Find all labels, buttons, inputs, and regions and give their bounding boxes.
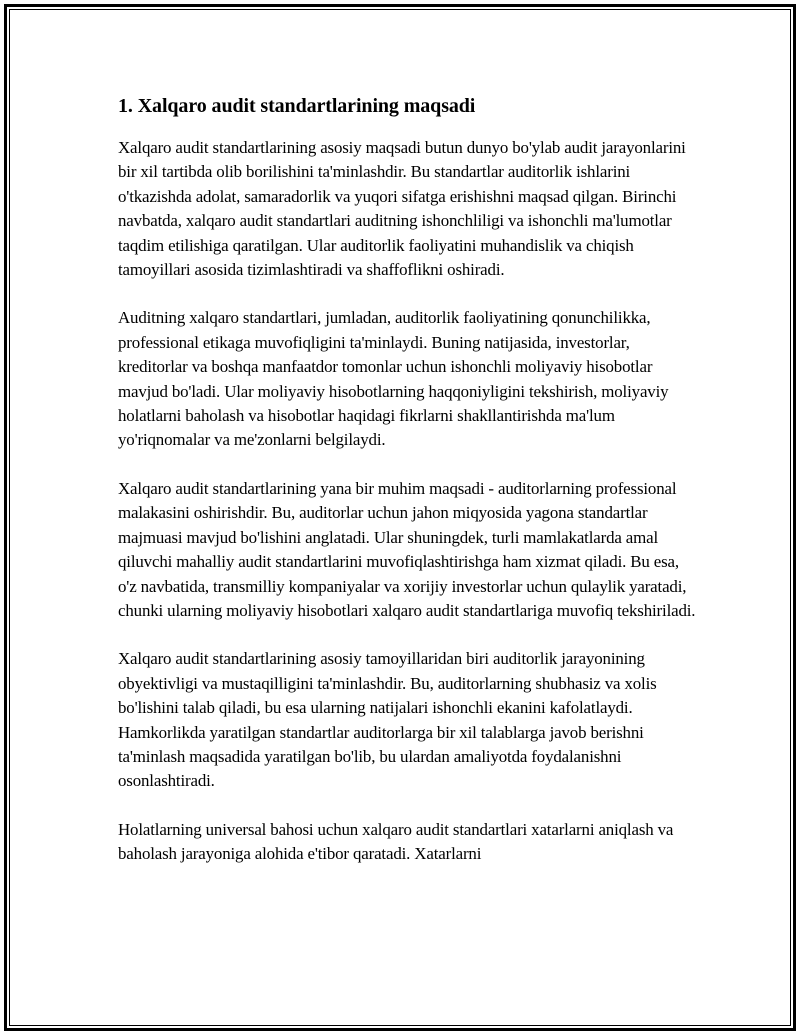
paragraph-3: Xalqaro audit standartlarining yana bir muhim maqsadi - auditorlarning professional malakasini oshirishdir. Bu, auditorlar uchun jahon miqyosida yagona standartlar majmuasi mavjud bo'lishini anglatadi. Ular shuningdek, turli mamlakatlarda amal qiluvchi mahalliy audit standartlarini muvofiqlashtirishga ham xizmat qiladi. Bu esa, o'z navbatida, transmilliy kompaniyalar va xorijiy investorlar uchun qulaylik yaratadi, chunki ularning moliyaviy hisobotlari xalqaro audit standartlariga muvofiq tekshiriladi. [118,478,696,620]
paragraph-5: Holatlarning universal bahosi uchun xalqaro audit standartlari xatarlarni aniqlash va baholash jarayoniga alohida e'tibor qaratadi. Xatarlarni [118,819,674,864]
section-title: 1. Xalqaro audit standartlarining maqsadi [118,95,476,117]
paragraph-2: Auditning xalqaro standartlari, jumladan, auditorlik faoliyatining qonunchilikka, professional etikaga muvofiqligini ta'minlaydi. Buning natijasida, investorlar, kreditorlar va boshqa manfaatdor tomonlar uchun ishonchli moliyaviy hisobotlar mavjud bo'ladi. Ular moliyaviy hisobotlarning haqqoniyligini tekshirish, moliyaviy holatlarni baholash va hisobotlar haqidagi fikrlarni shakllantirishda ma'lum yo'riqnomalar va me'zonlarni belgilaydi. [118,308,669,450]
paragraph-1: Xalqaro audit standartlarining asosiy maqsadi butun dunyo bo'ylab audit jarayonlarini bir xil tartibda olib borilishini ta'minlashdir. Bu standartlar auditorlik ishlarini o'tkazishda adolat, samaradorlik va yuqori sifatga erishishni maqsad qilgan. Birinchi navbatda, xalqaro audit standartlari auditning ishonchliligi va ishonchli ma'lumotlar taqdim etilishiga qaratilgan. Ular auditorlik faoliyatini muhandislik va chiqish tamoyillari asosida tizimlashtiradi va shaffoflikni oshiradi. [118,138,686,280]
paragraph-4: Xalqaro audit standartlarining asosiy tamoyillaridan biri auditorlik jarayonining obyektivligi va mustaqilligini ta'minlashdir. Bu, auditorlarning shubhasiz va xolis bo'lishini talab qiladi, bu esa ularning natijalari ishonchli ekanini kafolatlaydi. Hamkorlikda yaratilgan standartlar auditorlarga bir xil talablarga javob berishni ta'minlash maqsadida yaratilgan bo'lib, bu ulardan amaliyotda foydalanishni osonlashtiradi. [118,649,657,791]
document-body [118,92,698,891]
